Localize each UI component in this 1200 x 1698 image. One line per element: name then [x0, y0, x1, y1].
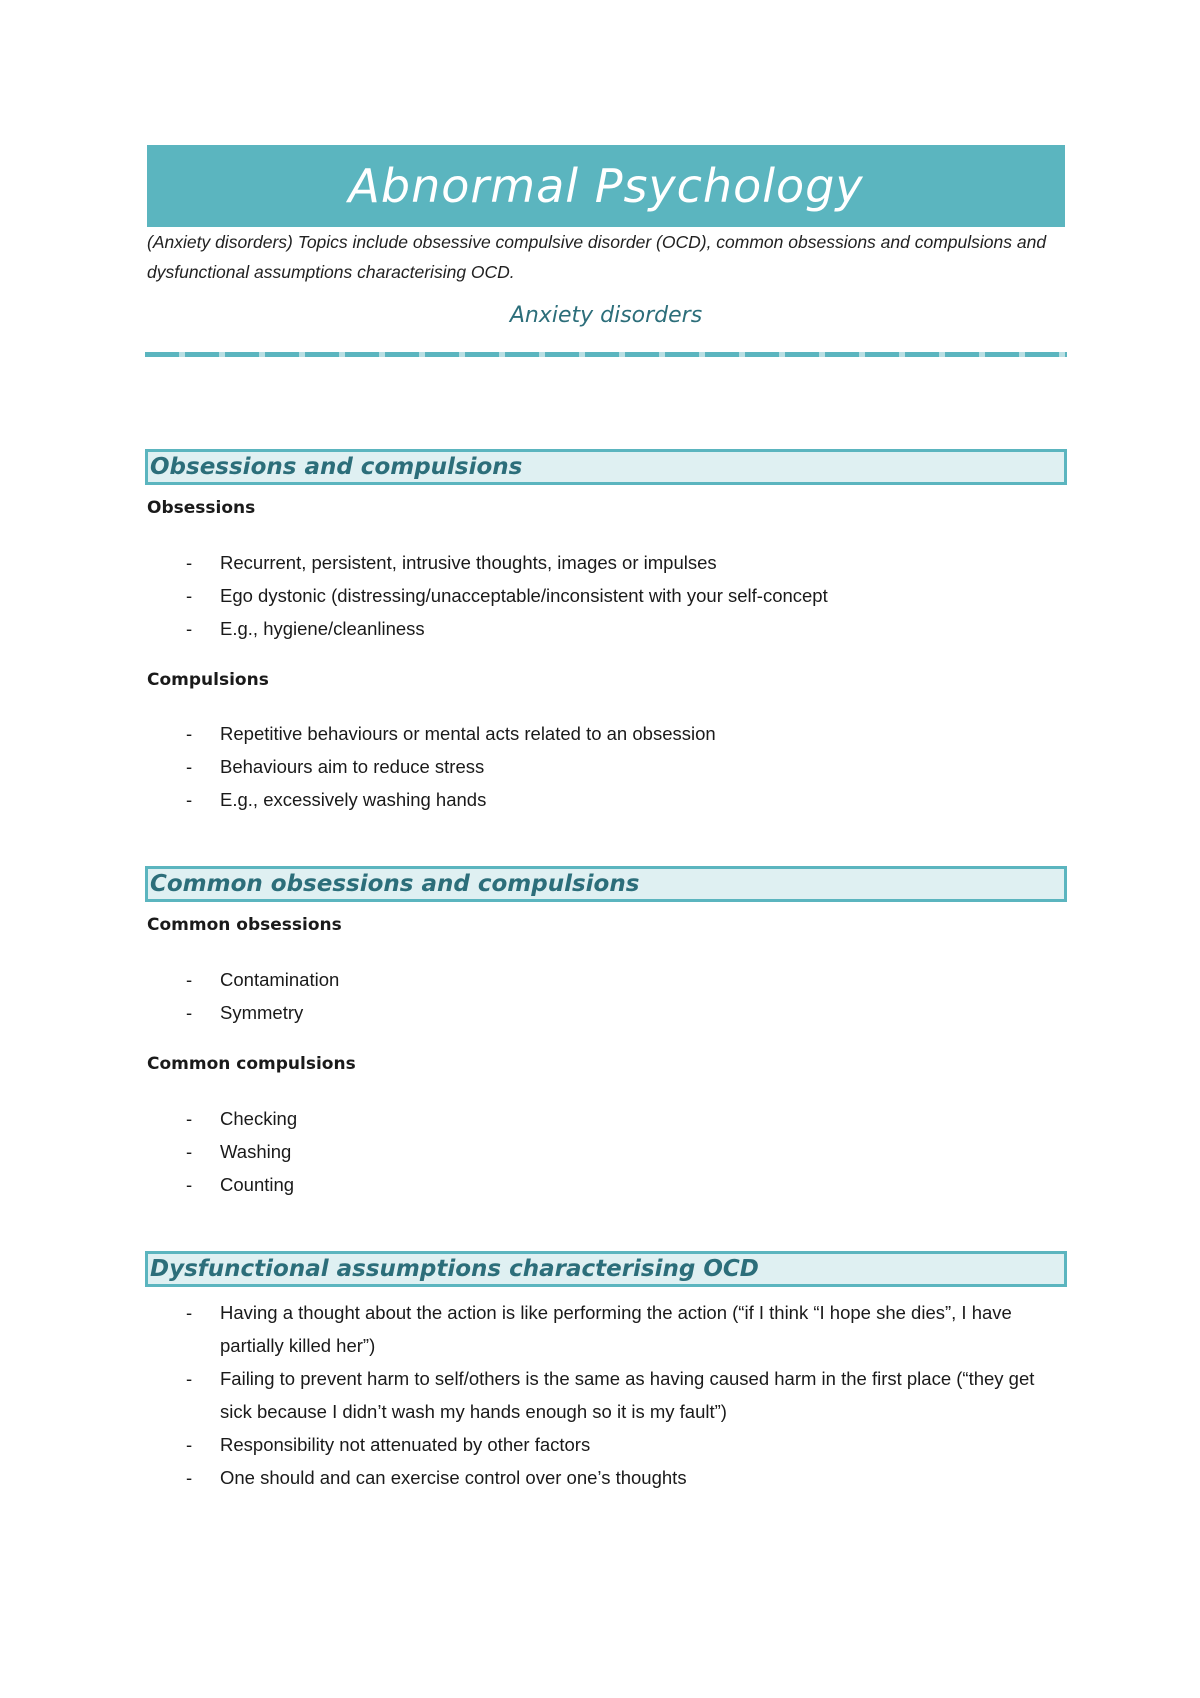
list-item-text: Symmetry — [220, 1002, 304, 1023]
bullet-dash: - — [186, 1108, 193, 1129]
bullet-dash: - — [186, 585, 193, 606]
list-item-text: Failing to prevent harm to self/others is the same as having caused harm in the first place (“they get sick because I didn’t wash my hands enough so it is my fault”) — [220, 1368, 1035, 1422]
dashed-divider — [145, 352, 1067, 357]
document-title: Abnormal Psychology — [348, 159, 864, 213]
list-item-text: Checking — [220, 1108, 298, 1129]
bullet-dash: - — [186, 1434, 193, 1455]
bullet-dash: - — [186, 618, 193, 639]
bullet-dash: - — [186, 1141, 193, 1162]
bullet-dash: - — [186, 969, 193, 990]
list-item-text: Repetitive behaviours or mental acts related to an obsession — [220, 723, 716, 744]
bullet-dash: - — [186, 789, 193, 810]
intro-paragraph: (Anxiety disorders) Topics include obsessive compulsive disorder (OCD), common obsessions and compulsions and dysfunctional assumptions characterising OCD. — [147, 232, 1047, 282]
section-heading: Common obsessions and compulsions — [150, 871, 640, 897]
group-label: Obsessions — [147, 498, 256, 518]
group-label: Compulsions — [147, 670, 269, 690]
bullet-dash: - — [186, 1302, 193, 1323]
bullet-dash: - — [186, 552, 193, 573]
list-item-text: Recurrent, persistent, intrusive thoughts, images or impulses — [220, 552, 717, 573]
bullet-dash: - — [186, 723, 193, 744]
list-item-text: Washing — [220, 1141, 292, 1162]
list-item-text: Counting — [220, 1174, 295, 1195]
bullet-dash: - — [186, 1467, 193, 1488]
group-label: Common compulsions — [147, 1054, 356, 1074]
list-item-text: Contamination — [220, 969, 340, 990]
title-banner — [147, 145, 1065, 227]
bullet-dash: - — [186, 1002, 193, 1023]
list-item-text: Ego dystonic (distressing/unacceptable/inconsistent with your self-concept — [220, 585, 828, 606]
list-item-text: One should and can exercise control over one’s thoughts — [220, 1467, 687, 1488]
section-heading-box — [145, 1251, 1067, 1287]
section-heading: Obsessions and compulsions — [150, 454, 523, 480]
bullet-dash: - — [186, 756, 193, 777]
bullet-dash: - — [186, 1174, 193, 1195]
list-item-text: Behaviours aim to reduce stress — [220, 756, 485, 777]
bullet-dash: - — [186, 1368, 193, 1389]
list-item-text: E.g., hygiene/cleanliness — [220, 618, 425, 639]
section-heading-box — [145, 449, 1067, 485]
list-item-text: Having a thought about the action is like performing the action (“if I think “I hope she dies”, I have partially killed her”) — [220, 1302, 1012, 1356]
group-label: Common obsessions — [147, 915, 342, 935]
section-heading: Dysfunctional assumptions characterising OCD — [150, 1256, 759, 1282]
list-item-text: E.g., excessively washing hands — [220, 789, 487, 810]
section-heading-box — [145, 866, 1067, 902]
list-item-text: Responsibility not attenuated by other factors — [220, 1434, 591, 1455]
subtitle: Anxiety disorders — [509, 303, 703, 328]
